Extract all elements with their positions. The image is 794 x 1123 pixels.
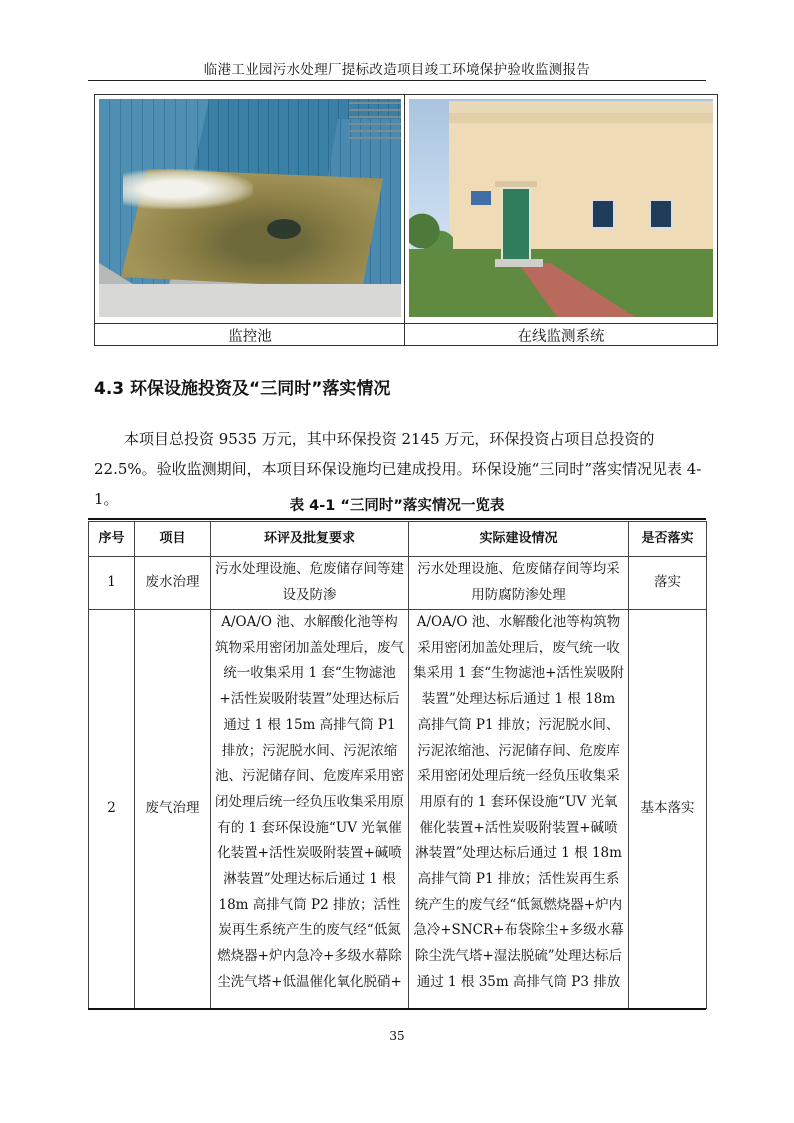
table-row [89, 557, 707, 610]
online-monitoring-photo [409, 99, 713, 317]
page-header: 临港工业园污水处理厂提标改造项目竣工环境保护验收监测报告 [203, 62, 591, 78]
row-no: 1 [89, 557, 135, 610]
caption-row-rule [95, 323, 717, 324]
page-number: 35 [389, 1029, 405, 1043]
table-header-row [89, 522, 707, 557]
section-heading: 4.3 环保设施投资及“三同时”落实情况 [94, 379, 391, 399]
header-status: 是否落实 [629, 522, 707, 557]
monitoring-pool-photo [99, 99, 401, 317]
row-actual: A/OA/O 池、水解酸化池等构筑物采用密闭加盖处理后，废气统一收集采用 1 套“生物滤池+活性炭吸附装置”处理达标后通过 1 根 18m 高排气筒 P1 排放；污泥脱水间、污泥浓缩池、污泥储存间、危废库采用密闭处理后统一经负压收集采用原有的 1 套环保设施“UV 光氧催化装置+活性炭吸附装置+碱喷淋装置”处理达标后通过 1 根 18m 高排气筒 P1 排放；活性炭再生系统产生的废气经“低氮燃烧器+炉内急冷+SNCR+布袋除尘+多级水幕除尘洗气塔+湿法脱硫”处理达标后通过 1 根 35m 高排气筒 P3 排放 [409, 610, 629, 1009]
photo-cell-online-monitoring [405, 95, 717, 345]
body-paragraph: 本项目总投资 9535 万元，其中环保投资 2145 万元，环保投资占项目总投资的 22.5%。验收监测期间，本项目环保设施均已建成投用。环保设施“三同时”落实情况见表 4-1。 [94, 430, 702, 508]
three-simultaneous-table [88, 521, 707, 1009]
row-status: 落实 [629, 557, 707, 610]
row-requirement: 污水处理设施、危废储存间等建设及防渗 [211, 557, 409, 610]
table-top-rule [88, 518, 706, 520]
row-item: 废水治理 [135, 557, 211, 610]
header-actual: 实际建设情况 [409, 522, 629, 557]
photo-cell-monitoring-pool [95, 95, 405, 345]
photo-table [94, 94, 718, 346]
table-title: 表 4-1 “三同时”落实情况一览表 [289, 498, 505, 514]
header-item: 项目 [135, 522, 211, 557]
row-requirement: A/OA/O 池、水解酸化池等构筑物采用密闭加盖处理后，废气统一收集采用 1 套“生物滤池+活性炭吸附装置”处理达标后通过 1 根 15m 高排气筒 P1 排放；污泥脱水间、污泥浓缩池、污泥储存间、危废库采用密闭处理后统一经负压收集采用原有的 1 套环保设施“UV 光氧催化装置+活性炭吸附装置+碱喷淋装置”处理达标后通过 1 根 18m 高排气筒 P2 排放；活性炭再生系统产生的废气经“低氮燃烧器+炉内急冷+多级水幕除尘洗气塔+低温催化氧化脱硝+ [211, 610, 409, 1009]
header-requirement: 环评及批复要求 [211, 522, 409, 557]
row-actual: 污水处理设施、危废储存间等均采用防腐防渗处理 [409, 557, 629, 610]
header-rule [88, 80, 706, 81]
header-no: 序号 [89, 522, 135, 557]
row-status: 基本落实 [629, 610, 707, 1009]
left-photo-caption: 监控池 [228, 329, 272, 345]
right-photo-caption: 在线监测系统 [517, 329, 605, 345]
row-item: 废气治理 [135, 610, 211, 1009]
row-no: 2 [89, 610, 135, 1009]
table-row [89, 610, 707, 1009]
table-bottom-rule [88, 1008, 706, 1010]
